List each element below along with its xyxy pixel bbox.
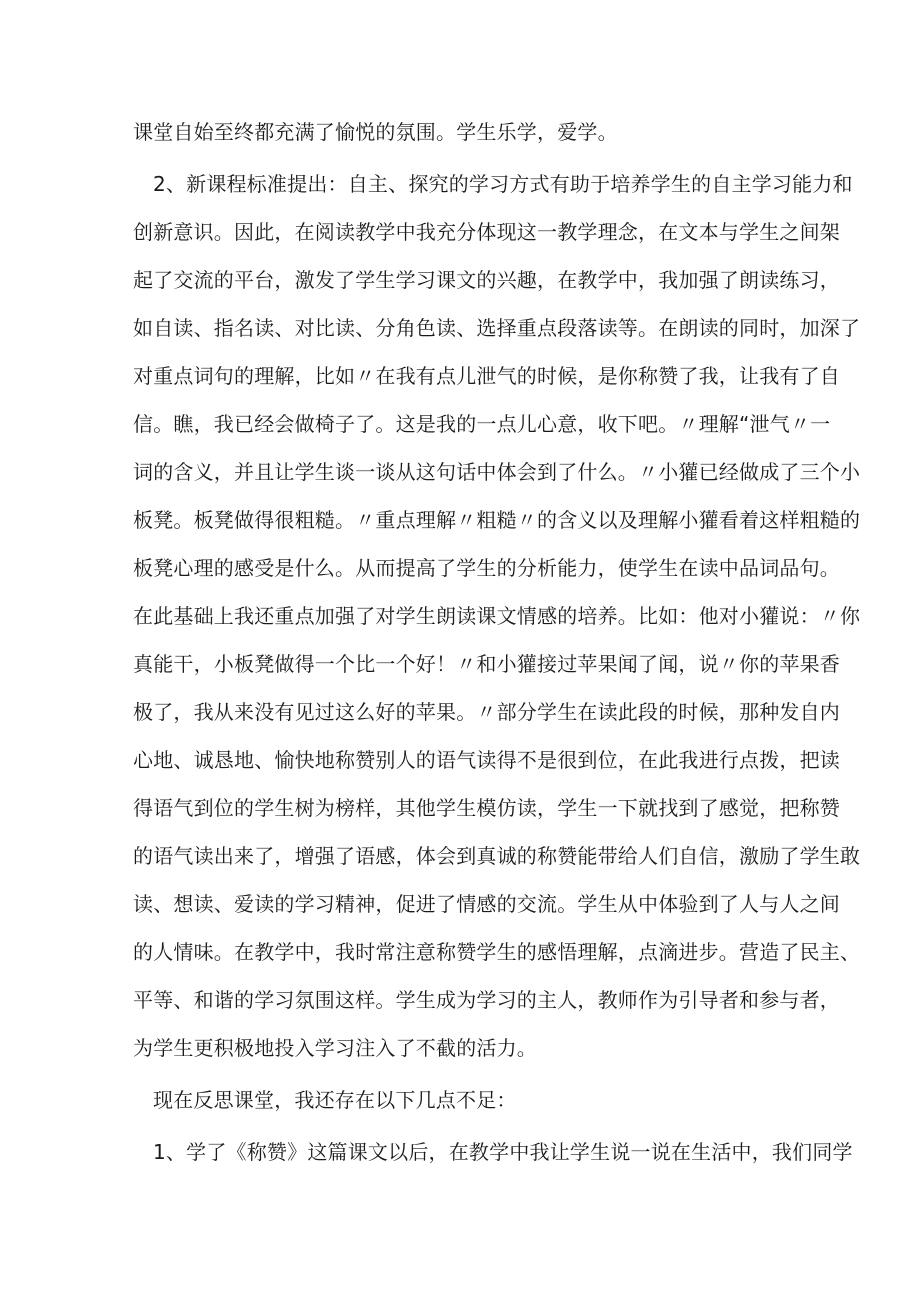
text-line: 如自读、指名读、对比读、分角色读、选择重点段落读等。在朗读的同时，加深了 — [133, 316, 861, 340]
text-line: 平等、和谐的学习氛围这样。学生成为学习的主人，教师作为引导者和参与者， — [133, 988, 840, 1012]
text-line: 对重点词句的理解，比如〃在我有点儿泄气的时候，是你称赞了我，让我有了自 — [133, 364, 840, 388]
text-line: 板凳心理的感受是什么。从而提高了学生的分析能力，使学生在读中品词品句。 — [133, 556, 840, 580]
text-line: 创新意识。因此，在阅读教学中我充分体现这一教学理念，在文本与学生之间架 — [133, 220, 840, 244]
text-line: 信。瞧，我已经会做椅子了。这是我的一点儿心意，收下吧。〃理解“泄气〃一 — [133, 412, 831, 436]
text-line: 现在反思课堂，我还存在以下几点不足： — [153, 1088, 517, 1112]
text-line: 真能干，小板凳做得一个比一个好！〃和小獾接过苹果闻了闻，说〃你的苹果香 — [133, 652, 840, 676]
text-line: 的人情味。在教学中，我时常注意称赞学生的感悟理解，点滴进步。营造了民主、 — [133, 940, 861, 964]
text-line: 为学生更积极地投入学习注入了不截的活力。 — [133, 1036, 537, 1060]
text-line: 在此基础上我还重点加强了对学生朗读课文情感的培养。比如：他对小獾说：〃你 — [133, 604, 861, 628]
text-line: 得语气到位的学生树为榜样，其他学生模仿读，学生一下就找到了感觉，把称赞 — [133, 796, 840, 820]
text-line: 1、学了《称赞》这篇课文以后，在教学中我让学生说一说在生活中，我们同学 — [153, 1140, 853, 1164]
text-line: 极了，我从来没有见过这么好的苹果。〃部分学生在读此段的时候，那种发自内 — [133, 700, 840, 724]
text-line: 的语气读出来了，增强了语感，体会到真诚的称赞能带给人们自信，激励了学生敢 — [133, 844, 861, 868]
text-line: 心地、诚恳地、愉快地称赞别人的语气读得不是很到位，在此我进行点拨，把读 — [133, 748, 840, 772]
text-line: 词的含义，并且让学生谈一谈从这句话中体会到了什么。〃小獾已经做成了三个小 — [133, 460, 861, 484]
text-line: 课堂自始至终都充满了愉悦的氛围。学生乐学，爱学。 — [133, 120, 618, 144]
text-line: 2、新课程标准提出：自主、探究的学习方式有助于培养学生的自主学习能力和 — [153, 172, 853, 196]
text-line: 起了交流的平台，激发了学生学习课文的兴趣，在教学中，我加强了朗读练习， — [133, 268, 840, 292]
text-line: 板凳。板凳做得很粗糙。〃重点理解〃粗糙〃的含义以及理解小獾看着这样粗糙的 — [133, 508, 861, 532]
text-line: 读、想读、爱读的学习精神，促进了情感的交流。学生从中体验到了人与人之间 — [133, 892, 840, 916]
